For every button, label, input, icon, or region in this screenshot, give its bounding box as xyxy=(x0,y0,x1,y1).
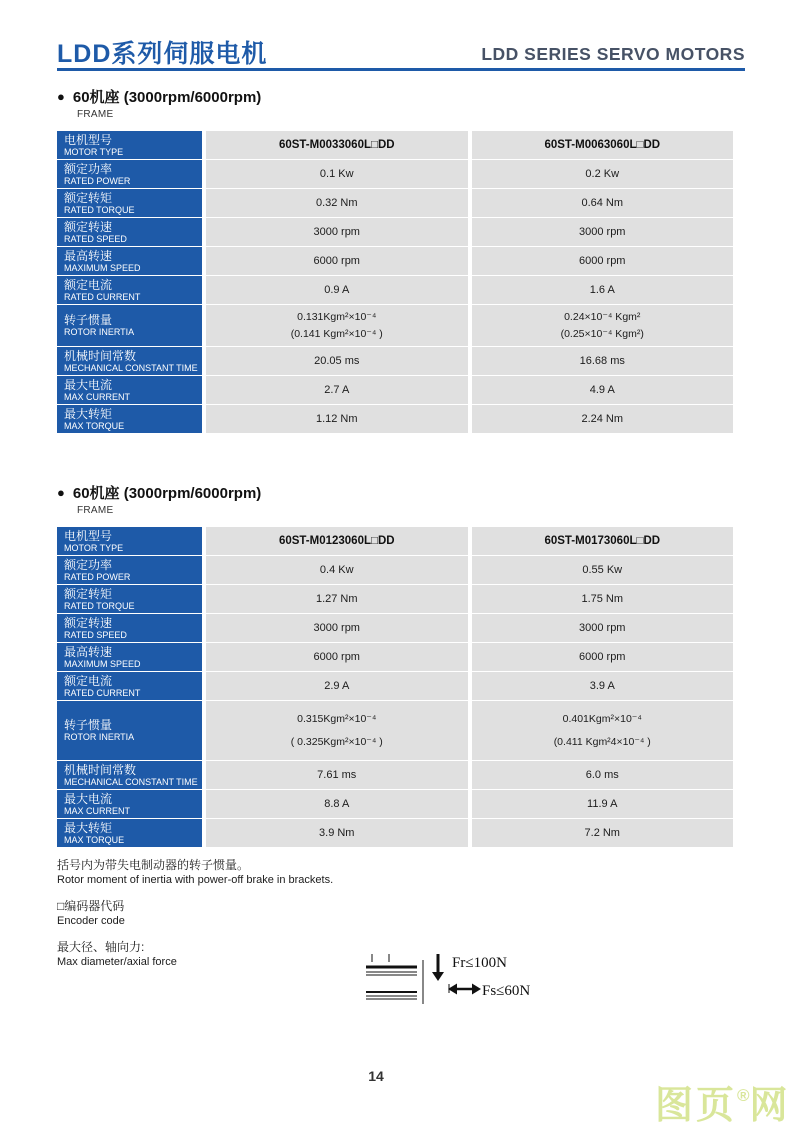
section-heading xyxy=(57,482,733,503)
bullet-icon: ● xyxy=(57,89,65,104)
table-row xyxy=(57,218,733,246)
row-label-zh: 额定电流 xyxy=(64,277,113,292)
value-cell: 4.9 A xyxy=(472,376,734,404)
row-header-cell xyxy=(57,790,202,818)
table-row xyxy=(57,527,733,555)
row-label-zh: 额定转速 xyxy=(64,615,113,630)
row-header-cell xyxy=(57,131,202,159)
value-cell: 1.6 A xyxy=(472,276,734,304)
table-row xyxy=(57,819,733,847)
row-header-cell xyxy=(57,189,202,217)
table-row xyxy=(57,761,733,789)
value-cell: 1.12 Nm xyxy=(206,405,468,433)
value-cell: 11.9 A xyxy=(472,790,734,818)
row-label-zh: 最大转矩 xyxy=(64,406,113,421)
radial-force-label: Fr≤100N xyxy=(452,955,507,971)
note-zh: 括号内为带失电制动器的转子惯量。 xyxy=(57,858,250,872)
value-cell: 1.75 Nm xyxy=(472,585,734,613)
row-label-en: MOTOR TYPE xyxy=(64,146,124,157)
value-line-1: 0.315Kgm²×10⁻⁴ xyxy=(297,712,377,725)
row-label-en: MAX CURRENT xyxy=(64,391,131,402)
note-zh: 最大径、轴向力: xyxy=(57,940,145,954)
value-cell: 3.9 A xyxy=(472,672,734,700)
row-label-zh: 电机型号 xyxy=(64,528,113,543)
value-cell: 3000 rpm xyxy=(472,218,734,246)
row-header-cell xyxy=(57,672,202,700)
row-label-en: MAXIMUM SPEED xyxy=(64,658,141,669)
page-number: 14 xyxy=(368,1068,384,1084)
value-cell: 60ST-M0173060L□DD xyxy=(472,527,734,555)
header-divider xyxy=(57,68,745,71)
value-cell: 0.2 Kw xyxy=(472,160,734,188)
row-header-cell xyxy=(57,305,202,346)
row-label-en: ROTOR INERTIA xyxy=(64,327,135,337)
value-cell: 6000 rpm xyxy=(206,643,468,671)
frame-section-2 xyxy=(57,482,733,848)
row-label-en: RATED POWER xyxy=(64,175,131,186)
table-row xyxy=(57,160,733,188)
row-header-cell xyxy=(57,247,202,275)
value-cell: 0.64 Nm xyxy=(472,189,734,217)
row-label-zh: 转子惯量 xyxy=(64,718,113,732)
row-label-en: MAX TORQUE xyxy=(64,420,125,431)
shaft-force-diagram xyxy=(358,946,618,1018)
row-label-en: RATED SPEED xyxy=(64,233,127,244)
value-cell: 20.05 ms xyxy=(206,347,468,375)
table-row xyxy=(57,643,733,671)
value-line-1: 0.24×10⁻⁴ Kgm² xyxy=(564,310,641,323)
row-label-zh: 机械时间常数 xyxy=(64,762,137,777)
value-cell: 0.4 Kw xyxy=(206,556,468,584)
row-label-zh: 最大电流 xyxy=(64,791,113,806)
row-label-zh: 最大电流 xyxy=(64,377,113,392)
row-label-en: RATED CURRENT xyxy=(64,291,141,302)
row-label-zh: 最大转矩 xyxy=(64,820,113,835)
table-row xyxy=(57,131,733,159)
value-cell: 3000 rpm xyxy=(472,614,734,642)
row-label-en: MAX CURRENT xyxy=(64,805,131,816)
row-header-cell xyxy=(57,276,202,304)
spec-table-1 xyxy=(57,131,733,433)
value-cell: 3.9 Nm xyxy=(206,819,468,847)
value-cell: 16.68 ms xyxy=(472,347,734,375)
table-row xyxy=(57,347,733,375)
row-label-zh: 最高转速 xyxy=(64,248,113,263)
value-cell: 2.7 A xyxy=(206,376,468,404)
table-row xyxy=(57,672,733,700)
note-encoder-code xyxy=(57,898,333,928)
row-header-cell xyxy=(57,819,202,847)
row-label-en: ROTOR INERTIA xyxy=(64,732,135,742)
row-header-cell xyxy=(57,218,202,246)
value-cell: 6000 rpm xyxy=(472,643,734,671)
page-title-en: LDD SERIES SERVO MOTORS xyxy=(481,44,745,64)
row-label-zh: 额定电流 xyxy=(64,673,113,688)
registered-trademark-icon: ® xyxy=(737,1086,750,1105)
value-cell: 60ST-M0033060L□DD xyxy=(206,131,468,159)
row-header-cell xyxy=(57,643,202,671)
section-heading xyxy=(57,86,733,107)
row-label-en: MAXIMUM SPEED xyxy=(64,262,141,273)
frame-section-1 xyxy=(57,86,733,434)
row-label-zh: 电机型号 xyxy=(64,132,113,147)
note-zh: □编码器代码 xyxy=(57,899,125,913)
row-header-cell xyxy=(57,614,202,642)
row-label-zh: 额定功率 xyxy=(64,161,113,176)
row-header-cell xyxy=(57,761,202,789)
row-label-zh: 额定转矩 xyxy=(64,586,113,601)
table-row xyxy=(57,556,733,584)
notes-block xyxy=(57,857,333,980)
spec-table-2 xyxy=(57,527,733,847)
table-row xyxy=(57,405,733,433)
table-row xyxy=(57,585,733,613)
row-label-zh: 最高转速 xyxy=(64,644,113,659)
value-cell: 2.24 Nm xyxy=(472,405,734,433)
section-heading-text: 60机座 (3000rpm/6000rpm) xyxy=(72,485,262,502)
value-line-2: (0.411 Kgm²4×10⁻⁴ ) xyxy=(553,736,651,749)
row-label-zh: 额定功率 xyxy=(64,557,113,572)
row-label-zh: 转子惯量 xyxy=(64,313,113,327)
row-header-cell xyxy=(57,556,202,584)
bullet-icon: ● xyxy=(57,485,65,500)
value-cell: 0.32 Nm xyxy=(206,189,468,217)
table-row xyxy=(57,305,733,346)
note-axial-force xyxy=(57,939,333,969)
section-heading-text: 60机座 (3000rpm/6000rpm) xyxy=(72,89,262,106)
row-label-zh: 机械时间常数 xyxy=(64,348,137,363)
row-header-cell xyxy=(57,527,202,555)
value-cell: 7.61 ms xyxy=(206,761,468,789)
value-cell: 0.1 Kw xyxy=(206,160,468,188)
note-en: Encoder code xyxy=(57,915,125,927)
axial-force-label: Fs≤60N xyxy=(482,983,531,999)
row-label-en: RATED SPEED xyxy=(64,629,127,640)
value-cell: 3000 rpm xyxy=(206,218,468,246)
value-cell: 6.0 ms xyxy=(472,761,734,789)
value-cell: 7.2 Nm xyxy=(472,819,734,847)
value-cell: 6000 rpm xyxy=(472,247,734,275)
table-row xyxy=(57,189,733,217)
row-label-en: RATED CURRENT xyxy=(64,687,141,698)
section-subheading: FRAME xyxy=(77,109,114,120)
page-title-zh: LDD系列伺服电机 xyxy=(57,40,268,68)
row-header-cell xyxy=(57,376,202,404)
value-cell: 1.27 Nm xyxy=(206,585,468,613)
value-cell xyxy=(206,701,468,760)
row-header-cell xyxy=(57,701,202,760)
value-cell: 0.55 Kw xyxy=(472,556,734,584)
value-cell xyxy=(472,701,734,760)
row-label-en: MECHANICAL CONSTANT TIME xyxy=(64,776,198,787)
table-row xyxy=(57,701,733,760)
note-en: Max diameter/axial force xyxy=(57,956,177,968)
row-label-en: RATED TORQUE xyxy=(64,600,135,611)
table-row xyxy=(57,614,733,642)
row-label-en: MAX TORQUE xyxy=(64,834,125,845)
note-en: Rotor moment of inertia with power-off brake in brackets. xyxy=(57,874,334,886)
row-header-cell xyxy=(57,405,202,433)
row-label-zh: 额定转矩 xyxy=(64,190,113,205)
section-subheading: FRAME xyxy=(77,505,114,516)
row-header-cell xyxy=(57,585,202,613)
value-cell: 60ST-M0123060L□DD xyxy=(206,527,468,555)
value-line-2: (0.25×10⁻⁴ Kgm²) xyxy=(560,328,644,341)
watermark-text-right: 网 xyxy=(749,1085,791,1127)
note-brackets xyxy=(57,857,333,887)
row-header-cell xyxy=(57,160,202,188)
table-row xyxy=(57,376,733,404)
row-header-cell xyxy=(57,347,202,375)
value-cell: 8.8 A xyxy=(206,790,468,818)
value-cell: 3000 rpm xyxy=(206,614,468,642)
value-cell: 0.9 A xyxy=(206,276,468,304)
value-cell: 2.9 A xyxy=(206,672,468,700)
row-label-en: MOTOR TYPE xyxy=(64,542,124,553)
row-label-en: MECHANICAL CONSTANT TIME xyxy=(64,362,198,373)
value-line-1: 0.131Kgm²×10⁻⁴ xyxy=(297,310,377,323)
value-cell xyxy=(206,305,468,346)
row-label-zh: 额定转速 xyxy=(64,219,113,234)
row-label-en: RATED TORQUE xyxy=(64,204,135,215)
table-row xyxy=(57,247,733,275)
value-cell xyxy=(472,305,734,346)
value-line-1: 0.401Kgm²×10⁻⁴ xyxy=(562,712,642,725)
row-label-en: RATED POWER xyxy=(64,571,131,582)
watermark-logo xyxy=(655,1074,791,1129)
value-line-2: (0.141 Kgm²×10⁻⁴ ) xyxy=(290,328,383,341)
watermark-text-left: 图页 xyxy=(655,1085,738,1127)
value-line-2: ( 0.325Kgm²×10⁻⁴ ) xyxy=(290,736,383,749)
table-row xyxy=(57,276,733,304)
table-row xyxy=(57,790,733,818)
value-cell: 6000 rpm xyxy=(206,247,468,275)
value-cell: 60ST-M0063060L□DD xyxy=(472,131,734,159)
